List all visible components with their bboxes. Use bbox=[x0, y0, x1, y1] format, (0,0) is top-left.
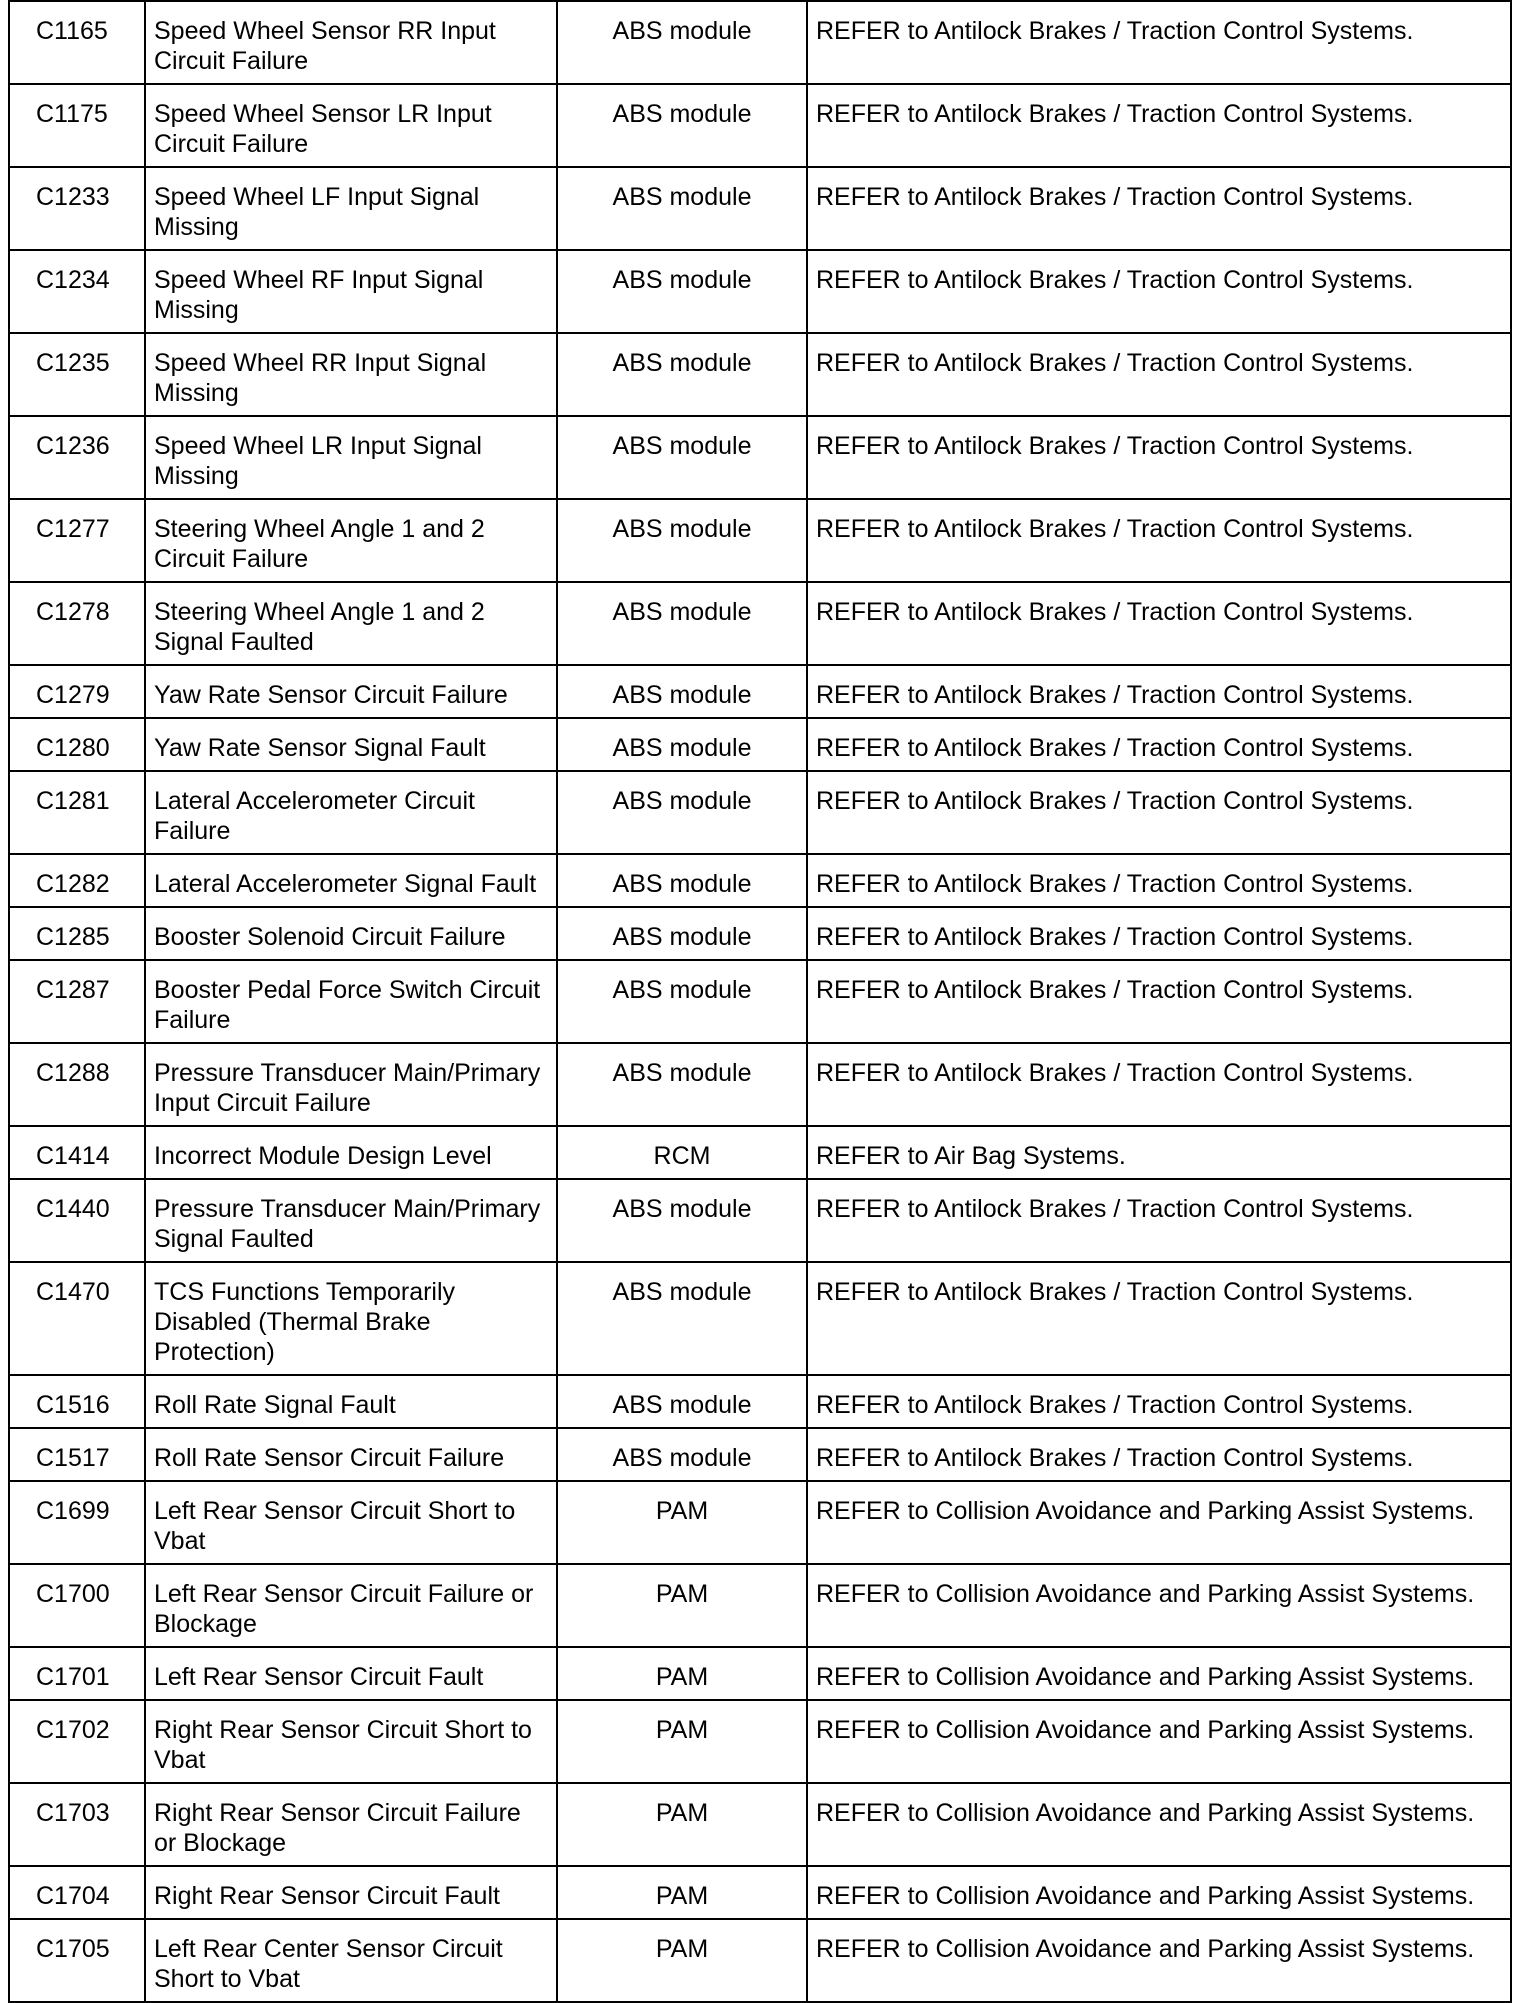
description-cell: Speed Wheel LR Input Signal Missing bbox=[145, 416, 557, 499]
action-cell: REFER to Collision Avoidance and Parking Assist Systems. bbox=[807, 1564, 1511, 1647]
table-row bbox=[9, 1783, 1511, 1866]
action-cell: REFER to Antilock Brakes / Traction Control Systems. bbox=[807, 1428, 1511, 1481]
dtc-code-cell: C1233 bbox=[9, 167, 145, 250]
dtc-code-cell: C1165 bbox=[9, 1, 145, 84]
description-cell: Speed Wheel Sensor RR Input Circuit Failure bbox=[145, 1, 557, 84]
source-module-cell: ABS module bbox=[557, 1043, 807, 1126]
dtc-code-cell: C1699 bbox=[9, 1481, 145, 1564]
source-module-cell: ABS module bbox=[557, 907, 807, 960]
dtc-code-cell: C1702 bbox=[9, 1700, 145, 1783]
description-cell: Steering Wheel Angle 1 and 2 Signal Faulted bbox=[145, 582, 557, 665]
dtc-code-cell: C1703 bbox=[9, 1783, 145, 1866]
source-module-cell: ABS module bbox=[557, 250, 807, 333]
dtc-code-cell: C1282 bbox=[9, 854, 145, 907]
action-cell: REFER to Antilock Brakes / Traction Control Systems. bbox=[807, 1043, 1511, 1126]
source-module-cell: ABS module bbox=[557, 960, 807, 1043]
description-cell: Booster Solenoid Circuit Failure bbox=[145, 907, 557, 960]
table-row bbox=[9, 771, 1511, 854]
source-module-cell: ABS module bbox=[557, 1375, 807, 1428]
source-module-cell: ABS module bbox=[557, 665, 807, 718]
source-module-cell: PAM bbox=[557, 1564, 807, 1647]
description-cell: Roll Rate Signal Fault bbox=[145, 1375, 557, 1428]
source-module-cell: PAM bbox=[557, 1700, 807, 1783]
description-cell: Steering Wheel Angle 1 and 2 Circuit Failure bbox=[145, 499, 557, 582]
table-row bbox=[9, 1126, 1511, 1179]
source-module-cell: ABS module bbox=[557, 167, 807, 250]
description-cell: Pressure Transducer Main/Primary Input Circuit Failure bbox=[145, 1043, 557, 1126]
dtc-code-cell: C1287 bbox=[9, 960, 145, 1043]
description-cell: Left Rear Sensor Circuit Failure or Blockage bbox=[145, 1564, 557, 1647]
source-module-cell: PAM bbox=[557, 1783, 807, 1866]
description-cell: Speed Wheel LF Input Signal Missing bbox=[145, 167, 557, 250]
description-cell: TCS Functions Temporarily Disabled (Thermal Brake Protection) bbox=[145, 1262, 557, 1375]
description-cell: Left Rear Sensor Circuit Fault bbox=[145, 1647, 557, 1700]
dtc-code-cell: C1235 bbox=[9, 333, 145, 416]
table-row bbox=[9, 167, 1511, 250]
source-module-cell: RCM bbox=[557, 1126, 807, 1179]
source-module-cell: ABS module bbox=[557, 416, 807, 499]
table-row bbox=[9, 1700, 1511, 1783]
description-cell: Pressure Transducer Main/Primary Signal Faulted bbox=[145, 1179, 557, 1262]
action-cell: REFER to Antilock Brakes / Traction Control Systems. bbox=[807, 718, 1511, 771]
dtc-code-cell: C1470 bbox=[9, 1262, 145, 1375]
source-module-cell: ABS module bbox=[557, 333, 807, 416]
description-cell: Left Rear Sensor Circuit Short to Vbat bbox=[145, 1481, 557, 1564]
action-cell: REFER to Antilock Brakes / Traction Control Systems. bbox=[807, 333, 1511, 416]
table-row bbox=[9, 1375, 1511, 1428]
table-row bbox=[9, 416, 1511, 499]
dtc-code-cell: C1414 bbox=[9, 1126, 145, 1179]
dtc-code-cell: C1236 bbox=[9, 416, 145, 499]
dtc-code-cell: C1701 bbox=[9, 1647, 145, 1700]
action-cell: REFER to Antilock Brakes / Traction Control Systems. bbox=[807, 1179, 1511, 1262]
dtc-code-cell: C1281 bbox=[9, 771, 145, 854]
action-cell: REFER to Antilock Brakes / Traction Control Systems. bbox=[807, 167, 1511, 250]
table-row bbox=[9, 854, 1511, 907]
action-cell: REFER to Antilock Brakes / Traction Control Systems. bbox=[807, 1262, 1511, 1375]
dtc-code-cell: C1234 bbox=[9, 250, 145, 333]
description-cell: Incorrect Module Design Level bbox=[145, 1126, 557, 1179]
table-row bbox=[9, 718, 1511, 771]
dtc-code-cell: C1288 bbox=[9, 1043, 145, 1126]
table-row bbox=[9, 333, 1511, 416]
dtc-code-cell: C1279 bbox=[9, 665, 145, 718]
source-module-cell: PAM bbox=[557, 1919, 807, 2002]
source-module-cell: ABS module bbox=[557, 499, 807, 582]
action-cell: REFER to Antilock Brakes / Traction Control Systems. bbox=[807, 582, 1511, 665]
dtc-code-cell: C1277 bbox=[9, 499, 145, 582]
action-cell: REFER to Antilock Brakes / Traction Control Systems. bbox=[807, 1, 1511, 84]
dtc-code-cell: C1440 bbox=[9, 1179, 145, 1262]
dtc-code-cell: C1517 bbox=[9, 1428, 145, 1481]
description-cell: Speed Wheel RF Input Signal Missing bbox=[145, 250, 557, 333]
table-row bbox=[9, 1262, 1511, 1375]
description-cell: Speed Wheel RR Input Signal Missing bbox=[145, 333, 557, 416]
description-cell: Right Rear Sensor Circuit Short to Vbat bbox=[145, 1700, 557, 1783]
action-cell: REFER to Antilock Brakes / Traction Control Systems. bbox=[807, 771, 1511, 854]
action-cell: REFER to Collision Avoidance and Parking Assist Systems. bbox=[807, 1700, 1511, 1783]
table-row bbox=[9, 1866, 1511, 1919]
action-cell: REFER to Antilock Brakes / Traction Control Systems. bbox=[807, 854, 1511, 907]
action-cell: REFER to Collision Avoidance and Parking Assist Systems. bbox=[807, 1919, 1511, 2002]
source-module-cell: PAM bbox=[557, 1866, 807, 1919]
dtc-code-cell: C1700 bbox=[9, 1564, 145, 1647]
table-row bbox=[9, 1564, 1511, 1647]
description-cell: Lateral Accelerometer Circuit Failure bbox=[145, 771, 557, 854]
description-cell: Yaw Rate Sensor Signal Fault bbox=[145, 718, 557, 771]
source-module-cell: ABS module bbox=[557, 582, 807, 665]
action-cell: REFER to Collision Avoidance and Parking Assist Systems. bbox=[807, 1866, 1511, 1919]
source-module-cell: ABS module bbox=[557, 1, 807, 84]
table-row bbox=[9, 250, 1511, 333]
description-cell: Right Rear Sensor Circuit Fault bbox=[145, 1866, 557, 1919]
table-row bbox=[9, 582, 1511, 665]
action-cell: REFER to Antilock Brakes / Traction Control Systems. bbox=[807, 1375, 1511, 1428]
description-cell: Booster Pedal Force Switch Circuit Failure bbox=[145, 960, 557, 1043]
dtc-table bbox=[8, 0, 1512, 2003]
action-cell: REFER to Antilock Brakes / Traction Control Systems. bbox=[807, 84, 1511, 167]
source-module-cell: ABS module bbox=[557, 1262, 807, 1375]
source-module-cell: ABS module bbox=[557, 1428, 807, 1481]
dtc-code-cell: C1705 bbox=[9, 1919, 145, 2002]
table-row bbox=[9, 960, 1511, 1043]
action-cell: REFER to Antilock Brakes / Traction Control Systems. bbox=[807, 499, 1511, 582]
table-row bbox=[9, 665, 1511, 718]
dtc-code-cell: C1280 bbox=[9, 718, 145, 771]
table-row bbox=[9, 1179, 1511, 1262]
description-cell: Lateral Accelerometer Signal Fault bbox=[145, 854, 557, 907]
table-row bbox=[9, 1428, 1511, 1481]
action-cell: REFER to Air Bag Systems. bbox=[807, 1126, 1511, 1179]
description-cell: Yaw Rate Sensor Circuit Failure bbox=[145, 665, 557, 718]
action-cell: REFER to Antilock Brakes / Traction Control Systems. bbox=[807, 907, 1511, 960]
description-cell: Right Rear Sensor Circuit Failure or Blockage bbox=[145, 1783, 557, 1866]
action-cell: REFER to Antilock Brakes / Traction Control Systems. bbox=[807, 416, 1511, 499]
dtc-code-cell: C1285 bbox=[9, 907, 145, 960]
action-cell: REFER to Collision Avoidance and Parking Assist Systems. bbox=[807, 1481, 1511, 1564]
dtc-code-cell: C1704 bbox=[9, 1866, 145, 1919]
action-cell: REFER to Antilock Brakes / Traction Control Systems. bbox=[807, 960, 1511, 1043]
dtc-code-cell: C1278 bbox=[9, 582, 145, 665]
source-module-cell: ABS module bbox=[557, 854, 807, 907]
table-row bbox=[9, 1, 1511, 84]
dtc-table-body bbox=[9, 1, 1511, 2002]
table-row bbox=[9, 1647, 1511, 1700]
action-cell: REFER to Antilock Brakes / Traction Control Systems. bbox=[807, 250, 1511, 333]
description-cell: Speed Wheel Sensor LR Input Circuit Failure bbox=[145, 84, 557, 167]
description-cell: Left Rear Center Sensor Circuit Short to Vbat bbox=[145, 1919, 557, 2002]
table-row bbox=[9, 1919, 1511, 2002]
description-cell: Roll Rate Sensor Circuit Failure bbox=[145, 1428, 557, 1481]
action-cell: REFER to Collision Avoidance and Parking Assist Systems. bbox=[807, 1783, 1511, 1866]
source-module-cell: PAM bbox=[557, 1481, 807, 1564]
action-cell: REFER to Antilock Brakes / Traction Control Systems. bbox=[807, 665, 1511, 718]
dtc-code-cell: C1516 bbox=[9, 1375, 145, 1428]
source-module-cell: ABS module bbox=[557, 771, 807, 854]
table-row bbox=[9, 907, 1511, 960]
source-module-cell: ABS module bbox=[557, 718, 807, 771]
dtc-code-cell: C1175 bbox=[9, 84, 145, 167]
table-row bbox=[9, 84, 1511, 167]
action-cell: REFER to Collision Avoidance and Parking Assist Systems. bbox=[807, 1647, 1511, 1700]
table-row bbox=[9, 1481, 1511, 1564]
table-row bbox=[9, 1043, 1511, 1126]
source-module-cell: ABS module bbox=[557, 1179, 807, 1262]
source-module-cell: PAM bbox=[557, 1647, 807, 1700]
source-module-cell: ABS module bbox=[557, 84, 807, 167]
table-row bbox=[9, 499, 1511, 582]
